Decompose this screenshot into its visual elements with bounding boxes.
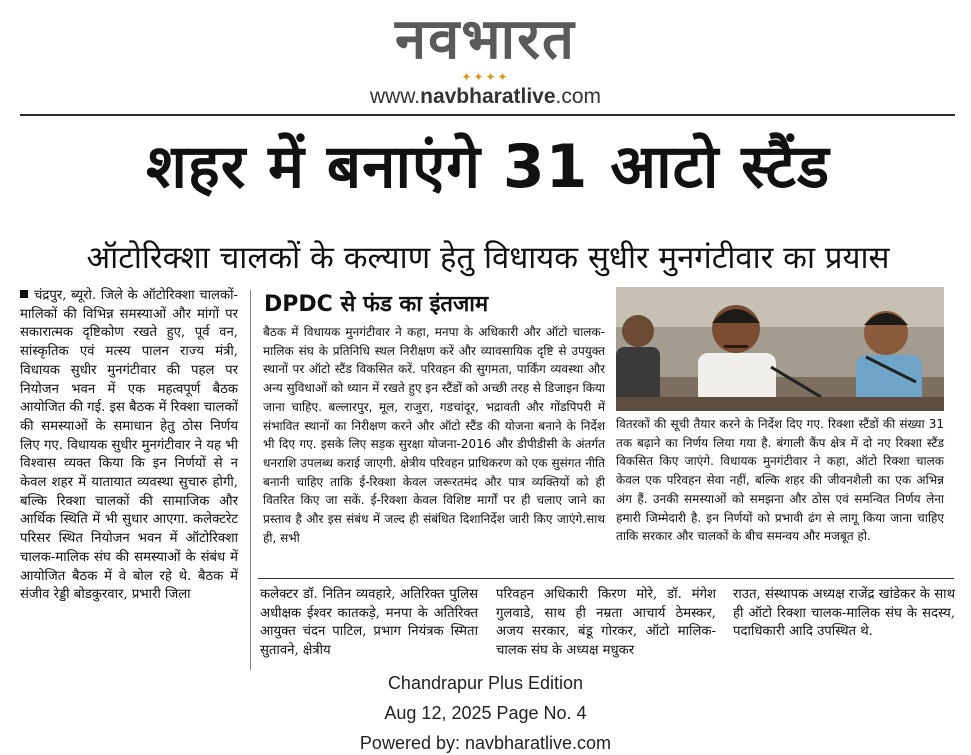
newspaper-logo: नवभारत (395, 6, 576, 72)
article-column-3: वितरकों की सूची तैयार करने के निर्देश दिए गए. रिक्शा स्टैंडों की संख्या 31 तक बढ़ाने का निर्णय लिया गया है. बंगाली कैंप क्षेत्र में दो नए रिक्शा स्टैंड विकसित किए जाएंगे. विधायक मुनगंटीवार ने कहा, ऑटो रिक्शा चालक केवल एक परिवहन सेवा नहीं, बल्कि शहर की जीवनशैली का एक अभिन्न अंग हैं. उनकी समस्याओं को समझना और ठोस एवं समन्वित निर्णय लेना हमारी जिम्मेदारी है. इन निर्णयों को प्रभावी ढंग से लागू किया जाना चाहिए ताकि सरकार और चालकों के बीच समन्वय और मजबूत हो. (616, 417, 944, 544)
column-1-text: चंद्रपुर, ब्यूरो. जिले के ऑटोरिक्शा चालकों-मालिकों की विभिन्न समस्याओं और मांगों पर सकारात्मक दृष्टिकोण रखते हुए, पूर्व वन, सांस्कृतिक एवं मत्स्य पालन राज्य मंत्री, विधायक सुधीर मुनगंटीवार की पहल पर नियोजन भवन में एक महत्वपूर्ण बैठक आयोजित की गई. इस बैठक में रिक्शा चालकों की समस्याओं के समाधान हेतु ठोस निर्णय लिए गए. विधायक सुधीर मुनगंटीवार ने यह भी विश्वास व्यक्त किया कि इन निर्णयों से न केवल शहर में यातायात व्यवस्था सुचारु होगी, बल्कि रिक्शा चालकों की सामाजिक और आर्थिक स्थिति में भी सुधार आएगा. कलेक्टरेट परिसर स्थित नियोजन भवन में ऑटोरिक्शा चालक-मालिक संघ की समस्याओं के संबंध में आयोजित बैठक में वे बोल रहे थे. बैठक में संजीव रेड्डी बोडकुरवार, प्रभारी जिला (20, 288, 238, 603)
article-subheadline: ऑटोरिक्शा चालकों के कल्याण हेतु विधायक सुधीर मुनगंटीवार का प्रयास (86, 240, 890, 276)
footer-date-page: Aug 12, 2025 Page No. 4 (384, 703, 587, 723)
footer-edition: Chandrapur Plus Edition (387, 673, 584, 693)
footer-powered-by: Powered by: navbharatlive.com (359, 733, 612, 753)
url-suffix: .com (555, 85, 602, 108)
column-separator (250, 290, 251, 670)
bottom-column-1: कलेक्टर डॉ. नितिन व्यवहारे, अतिरिक्त पुलिस अधीक्षक ईश्वर कातकड़े, मनपा के अतिरिक्त आयुक्त चंदन पाटिल, प्रभाग नियंत्रक स्मिता सुतावने, क्षेत्रीय (260, 587, 478, 659)
article-column-1 (20, 287, 238, 605)
bottom-column-2: परिवहन अधिकारी किरण मोरे, डॉ. मंगेश गुलवाडे, साथ ही नम्रता आचार्य ठेमस्कर, अजय सरकार, बंडू गोरकर, ऑटो मालिक-चालक संघ के अध्यक्ष मधुकर (496, 587, 716, 659)
bullet-icon (20, 290, 28, 298)
bottom-section-divider (258, 578, 954, 579)
masthead-divider (20, 114, 955, 116)
dpdc-box-heading: DPDC से फंड का इंतजाम (264, 292, 489, 317)
meeting-photo-illustration (616, 287, 944, 411)
url-prefix: www. (369, 85, 421, 108)
meeting-photo (616, 287, 944, 411)
logo-star-ornament: ✦✦✦✦ (461, 70, 510, 84)
newspaper-url (0, 85, 971, 109)
bottom-column-3: राउत, संस्थापक अध्यक्ष राजेंद्र खांडेकर के साथ ही ऑटो रिक्शा चालक-मालिक संघ के सदस्य, पदाधिकारी आदि उपस्थित थे. (733, 587, 955, 640)
url-domain: navbharatlive (420, 85, 556, 108)
article-column-2: बैठक में विधायक मुनगंटीवार ने कहा, मनपा के अधिकारी और ऑटो चालक-मालिक संघ के प्रतिनिधि स्थल निरीक्षण करें और व्यावसायिक दृष्टि से उपयुक्त स्थानों पर ऑटो स्टैंड विकसित करें. परिवहन की सुगमता, पार्किंग व्यवस्था और अन्य सुविधाओं को ध्यान में रखते हुए इन स्टैंडों को अच्छी तरह से डिजाइन किया जाना चाहिए. बल्लारपुर, मूल, राजुरा, गडचांदूर, भद्रावती और गोंडपिपरी में संभावित स्थानों का निरीक्षण करने और ऑटो स्टैंड की योजना बनाने के निर्देश भी दिए गए. इसके लिए सड़क सुरक्षा योजना-2016 और डीपीडीसी के अंतर्गत धनराशि उपलब्ध कराई जाएगी. क्षेत्रीय परिवहन प्राधिकरण को एक सुसंगत नीति बनानी चाहिए ताकि ई-रिक्शा केवल जरूरतमंद और पात्र व्यक्तियों को ही वितरित किए जा सकें. ई-रिक्शा केवल विशिष्ट मार्गों पर ही चलाए जाने का प्रस्ताव है और इस संबंध में जल्द ही संबंधित दिशानिर्देश जारी किए जाएंगे.साथ ही, सभी (263, 325, 605, 545)
article-headline: शहर में बनाएंगे 31 आटो स्टैंड (146, 132, 830, 202)
